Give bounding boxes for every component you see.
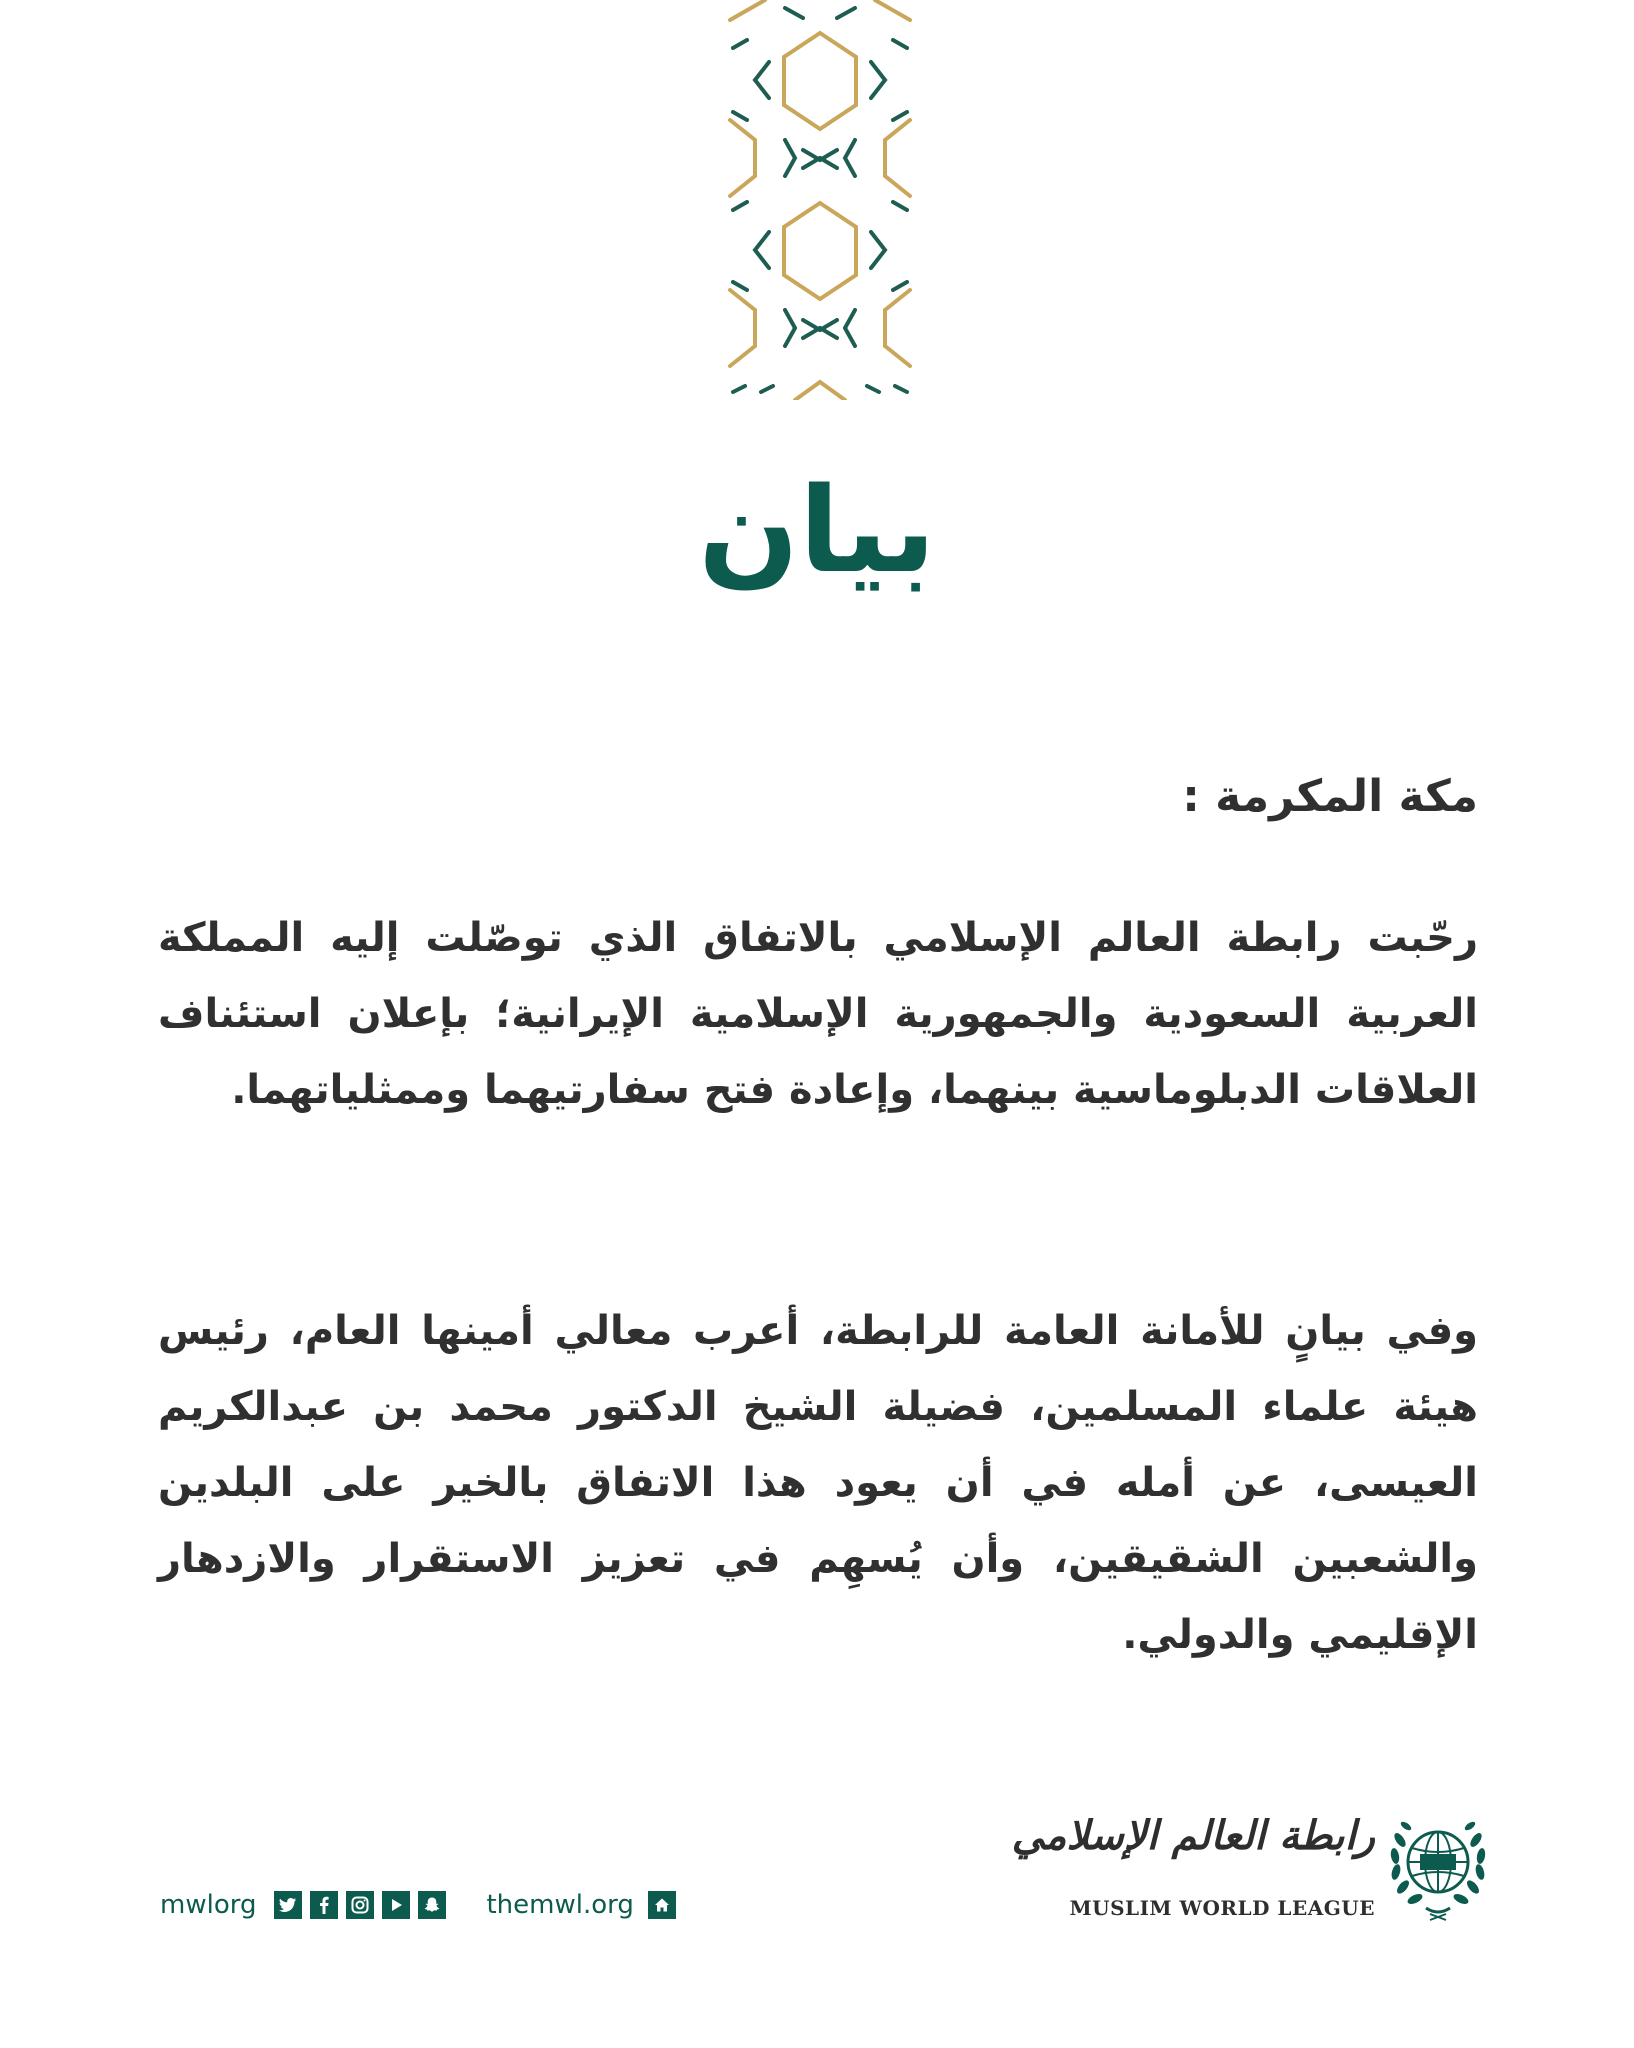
statement-paragraph-2: وفي بيانٍ للأمانة العامة للرابطة، أعرب معالي أمينها العام، رئيس هيئة علماء المسلمين، فضيلة الشيخ الدكتور محمد بن عبدالكريم العيسى، عن أمله في أن يعود هذا الاتفاق بالخير على البلدين والشعبين الشقيقين، وأن يُسهِم في تعزيز الاستقرار والازدهار الإقليمي والدولي.: [158, 1308, 1478, 1658]
home-icon[interactable]: [648, 1891, 676, 1919]
mwl-logo: [1011, 1810, 1490, 1930]
logo-arabic-name: رابطة العالم الإسلامي: [1011, 1812, 1375, 1859]
snapchat-icon[interactable]: [418, 1891, 446, 1919]
footer-social: [160, 1887, 676, 1923]
social-handle[interactable]: mwlorg: [160, 1890, 257, 1920]
globe-wreath-icon: [1386, 1810, 1490, 1922]
instagram-icon[interactable]: [346, 1891, 374, 1919]
dateline-city: مكة المكرمة :: [1182, 771, 1478, 822]
twitter-icon[interactable]: [274, 1891, 302, 1919]
website-link[interactable]: themwl.org: [486, 1890, 634, 1920]
facebook-icon[interactable]: [310, 1891, 338, 1919]
statement-paragraph-1: رحّبت رابطة العالم الإسلامي بالاتفاق الذي توصّلت إليه المملكة العربية السعودية والجمهورية الإسلامية الإيرانية؛ بإعلان استئناف العلاقات الدبلوماسية بينهما، وإعادة فتح سفارتيهما وممثلياتهما.: [158, 915, 1478, 1113]
decorative-pattern: [725, 0, 915, 400]
logo-english-name: MUSLIM WORLD LEAGUE: [1069, 1896, 1375, 1920]
youtube-icon[interactable]: [382, 1891, 410, 1919]
page-title: بيان: [698, 461, 936, 599]
